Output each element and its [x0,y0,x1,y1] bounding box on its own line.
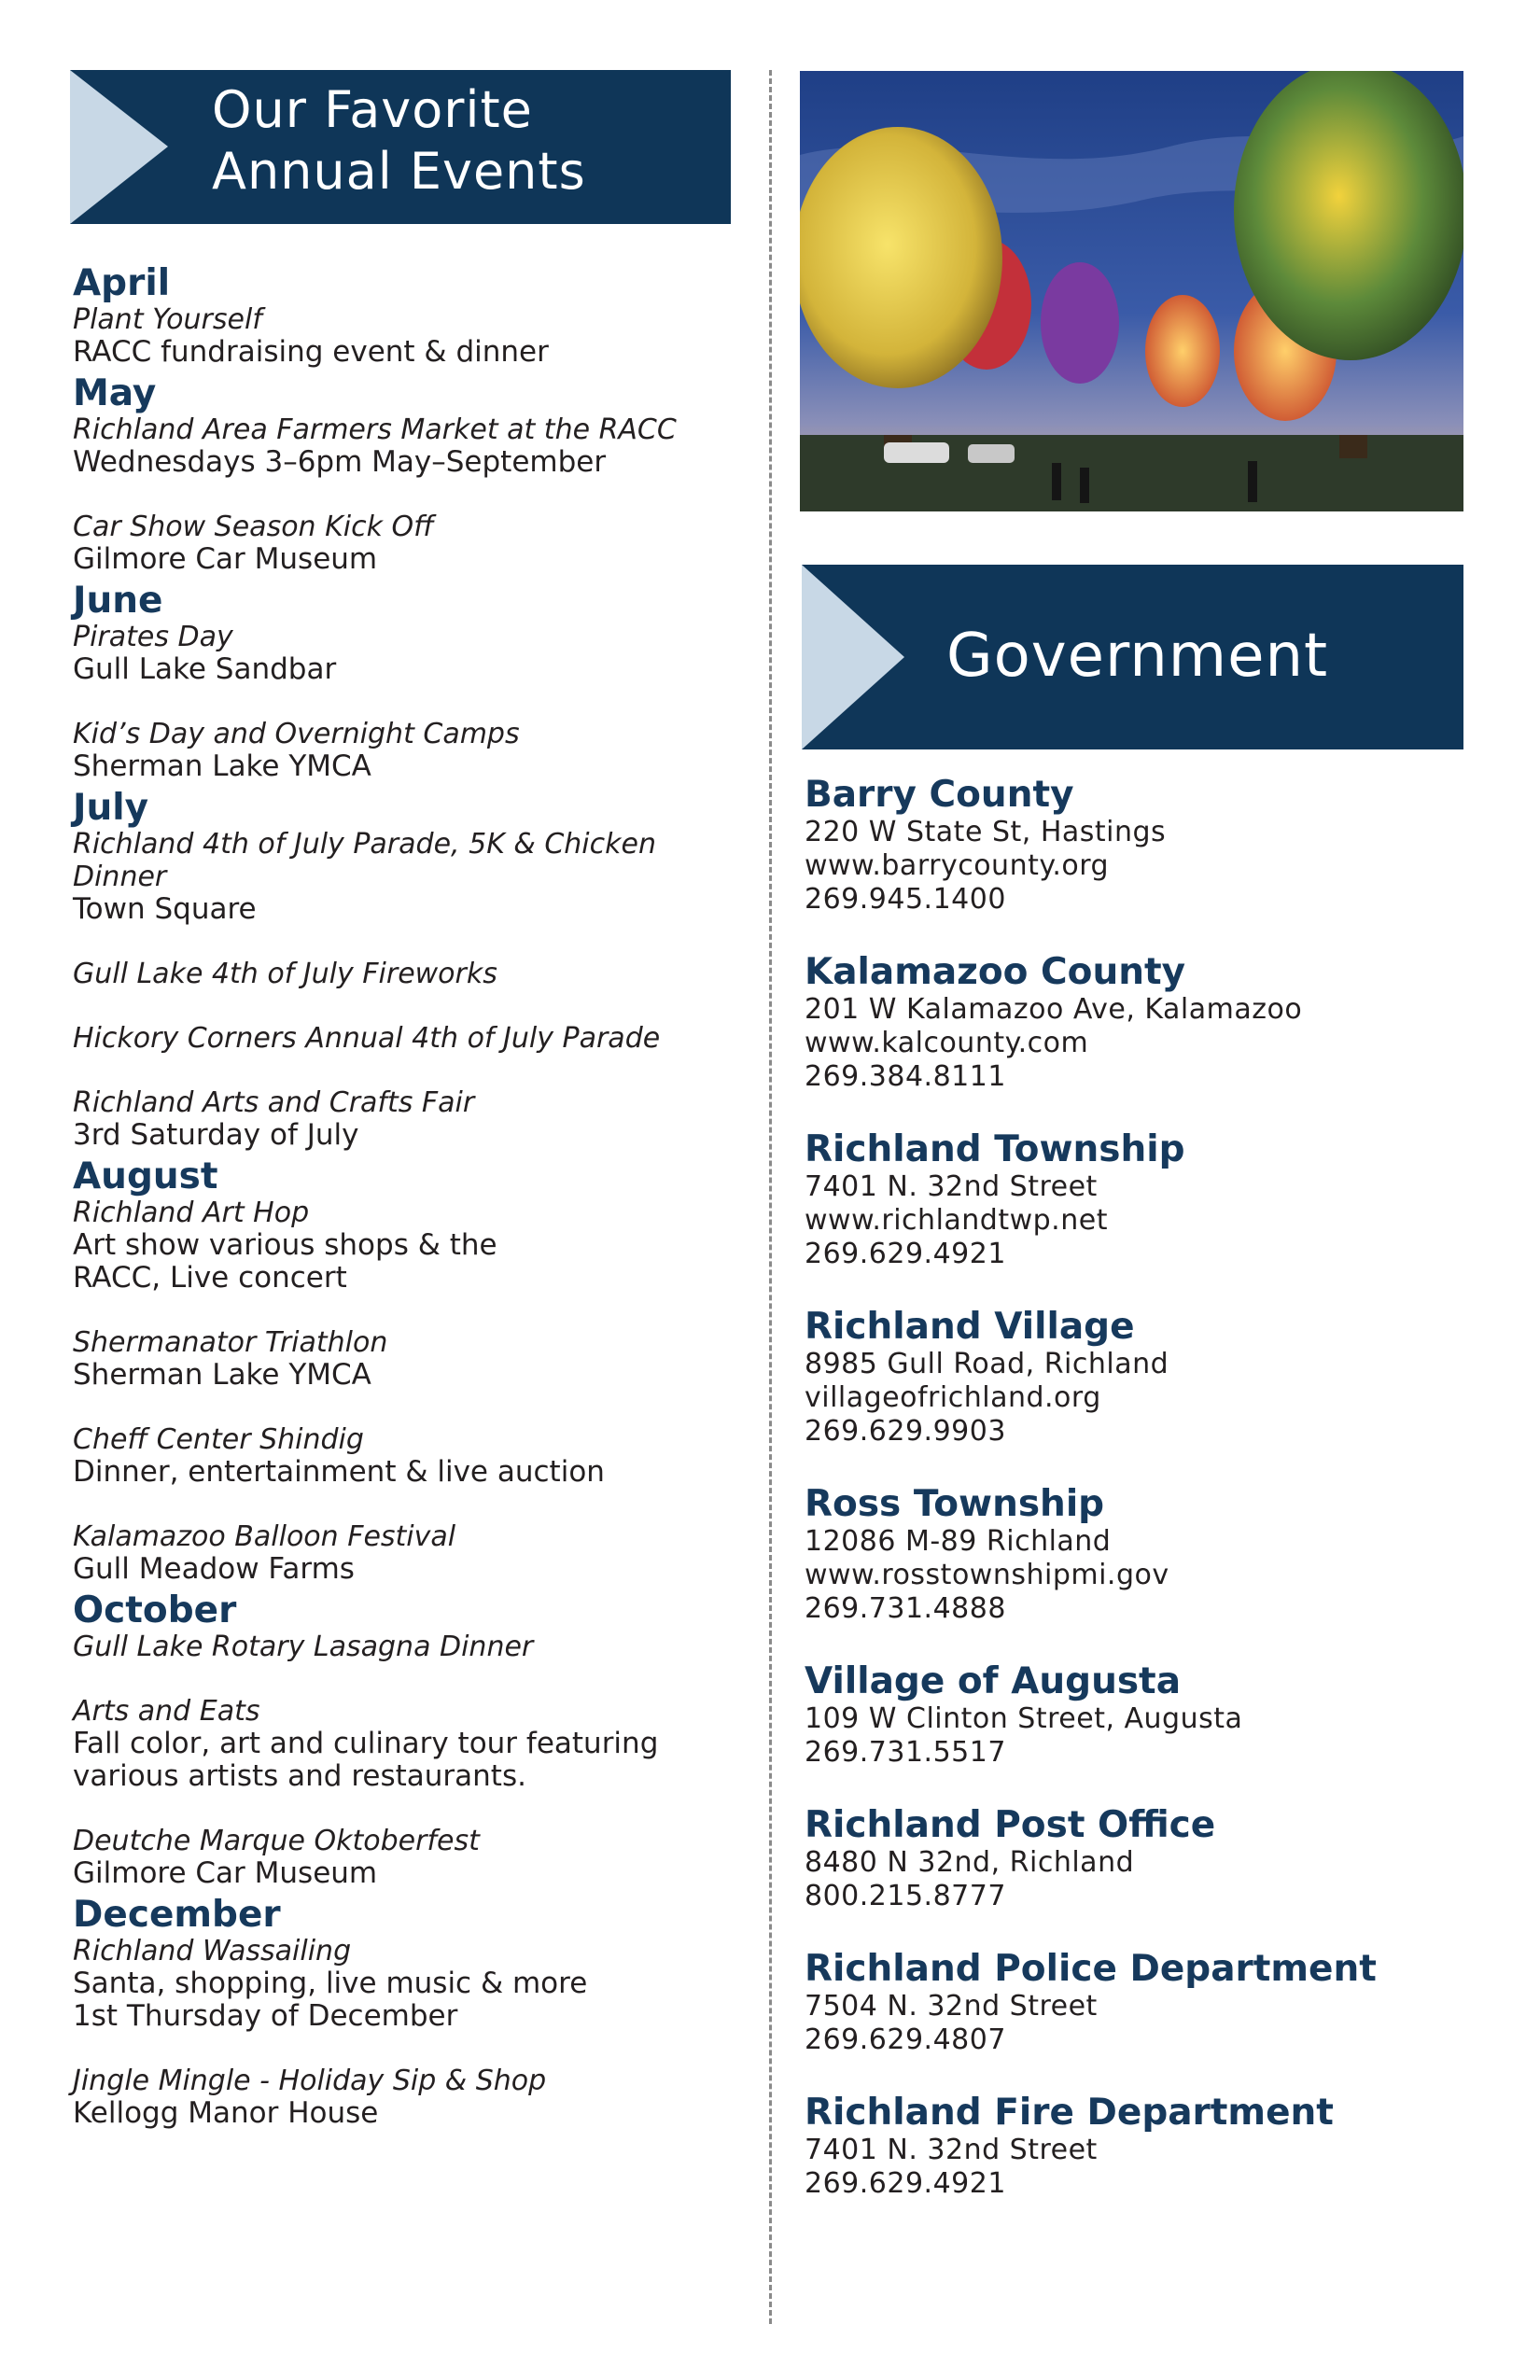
event-detail: Wednesdays 3–6pm May–September [73,445,607,479]
events-list [73,264,745,2135]
event-detail: Dinner, entertainment & live auction [73,1455,605,1489]
event-title: Deutche Marque Oktoberfest [73,1825,480,1857]
government-entry [805,1949,1458,2057]
events-banner-title [212,79,586,203]
event-detail: RACC fundraising event & dinner [73,335,549,369]
government-entry [805,1484,1458,1626]
event-title: Arts and Eats [73,1695,260,1728]
government-banner-title: Government [946,622,1329,691]
government-detail: 220 W State St, Hastings [805,816,1167,848]
event-item [73,1197,745,1295]
event-item [73,1935,745,2033]
chevron-arrow-icon [802,565,914,749]
event-title: Jingle Mingle - Holiday Sip & Shop [73,2065,547,2097]
government-entry [805,1129,1458,1271]
government-detail: www.richlandtwp.net [805,1204,1108,1237]
event-title: Hickory Corners Annual 4th of July Parade [73,1022,661,1055]
government-name: Kalamazoo County [805,951,1186,993]
government-detail: 8985 Gull Road, Richland [805,1348,1169,1380]
government-name: Barry County [805,774,1074,816]
event-title: Plant Yourself [73,303,262,336]
month-section [73,789,745,1152]
government-detail: 269.629.4921 [805,2167,1006,2200]
government-detail: 12086 M-89 Richland [805,1525,1112,1558]
government-entry [805,1661,1458,1770]
event-detail: Gilmore Car Museum [73,542,378,576]
event-item [73,303,745,369]
event-detail: Kellogg Manor House [73,2096,379,2130]
event-item [73,621,745,686]
government-detail: 201 W Kalamazoo Ave, Kalamazoo [805,993,1303,1026]
event-item [73,1022,745,1055]
event-title: Richland 4th of July Parade, 5K & Chicken Dinner [73,828,656,893]
events-banner-line1: Our Favorite [212,80,533,139]
government-detail: 269.629.4807 [805,2023,1006,2056]
government-entry [805,2093,1458,2201]
government-list [805,775,1458,2236]
event-detail: Fall color, art and culinary tour featuring [73,1727,659,1760]
month-heading: August [73,1155,218,1197]
government-name: Richland Fire Department [805,2092,1334,2134]
government-detail: 7401 N. 32nd Street [805,1170,1098,1203]
month-section [73,581,745,783]
government-detail: 269.731.4888 [805,1592,1006,1625]
month-heading: May [73,372,157,414]
event-title: Richland Art Hop [73,1197,310,1229]
government-entry [805,1805,1458,1913]
event-title: Shermanator Triathlon [73,1326,388,1359]
government-detail: 269.731.5517 [805,1736,1006,1769]
event-title: Cheff Center Shindig [73,1423,364,1456]
government-entry [805,952,1458,1094]
event-item [73,511,745,576]
government-detail: www.kalcounty.com [805,1027,1089,1059]
event-detail: Sherman Lake YMCA [73,749,371,783]
event-detail: Town Square [73,892,257,926]
event-detail: RACC, Live concert [73,1261,347,1295]
event-title: Richland Wassailing [73,1935,352,1967]
event-detail: Gull Lake Sandbar [73,652,337,686]
event-item [73,1326,745,1392]
event-detail: Sherman Lake YMCA [73,1358,371,1392]
balloon-festival-photo [800,71,1463,511]
events-banner [70,70,731,224]
government-entry [805,1307,1458,1449]
government-detail: 8480 N 32nd, Richland [805,1846,1135,1879]
event-item [73,1086,745,1152]
government-detail: villageofrichland.org [805,1381,1101,1414]
event-detail: Santa, shopping, live music & more [73,1967,588,2000]
government-detail: 109 W Clinton Street, Augusta [805,1702,1243,1735]
event-detail: Gull Meadow Farms [73,1552,355,1586]
event-item [73,718,745,783]
event-title: Pirates Day [73,621,233,653]
event-item [73,1631,745,1663]
government-name: Richland Township [805,1128,1185,1170]
government-detail: www.barrycounty.org [805,849,1110,882]
government-detail: 269.384.8111 [805,1060,1006,1093]
government-name: Richland Police Department [805,1948,1377,1990]
chevron-arrow-icon [70,70,182,224]
government-name: Richland Village [805,1306,1135,1348]
government-name: Village of Augusta [805,1660,1182,1702]
month-section [73,1896,745,2130]
government-banner [802,565,1463,749]
government-name: Richland Post Office [805,1804,1216,1846]
month-section [73,1591,745,1890]
event-item [73,958,745,990]
month-heading: July [73,787,149,829]
event-detail: 3rd Saturday of July [73,1118,359,1152]
event-item [73,2065,745,2130]
event-title: Car Show Season Kick Off [73,511,434,543]
event-item [73,828,745,926]
events-banner-line2: Annual Events [212,142,586,201]
event-detail: Gilmore Car Museum [73,1856,378,1890]
event-title: Gull Lake 4th of July Fireworks [73,958,497,990]
month-section [73,1157,745,1586]
month-heading: December [73,1894,281,1936]
month-heading: June [73,580,163,622]
government-detail: 800.215.8777 [805,1880,1006,1912]
government-detail: 269.629.4921 [805,1238,1006,1270]
government-detail: 7401 N. 32nd Street [805,2134,1098,2166]
month-heading: April [73,262,171,304]
event-item [73,413,745,479]
event-item [73,1695,745,1793]
government-detail: 7504 N. 32nd Street [805,1990,1098,2023]
government-detail: www.rosstownshipmi.gov [805,1559,1169,1591]
event-detail: Art show various shops & the [73,1228,497,1262]
event-title: Kalamazoo Balloon Festival [73,1520,456,1553]
government-detail: 269.945.1400 [805,883,1006,916]
column-divider [769,70,772,2324]
event-detail: various artists and restaurants. [73,1759,526,1793]
event-title: Kid’s Day and Overnight Camps [73,718,520,750]
event-title: Richland Area Farmers Market at the RACC [73,413,677,446]
event-item [73,1520,745,1586]
event-title: Gull Lake Rotary Lasagna Dinner [73,1631,534,1663]
event-item [73,1423,745,1489]
government-entry [805,775,1458,917]
government-name: Ross Township [805,1483,1105,1525]
government-detail: 269.629.9903 [805,1415,1006,1448]
event-detail: 1st Thursday of December [73,1999,458,2033]
month-section [73,264,745,369]
event-item [73,1825,745,1890]
event-title: Richland Arts and Crafts Fair [73,1086,475,1119]
month-heading: October [73,1589,237,1631]
month-section [73,374,745,576]
